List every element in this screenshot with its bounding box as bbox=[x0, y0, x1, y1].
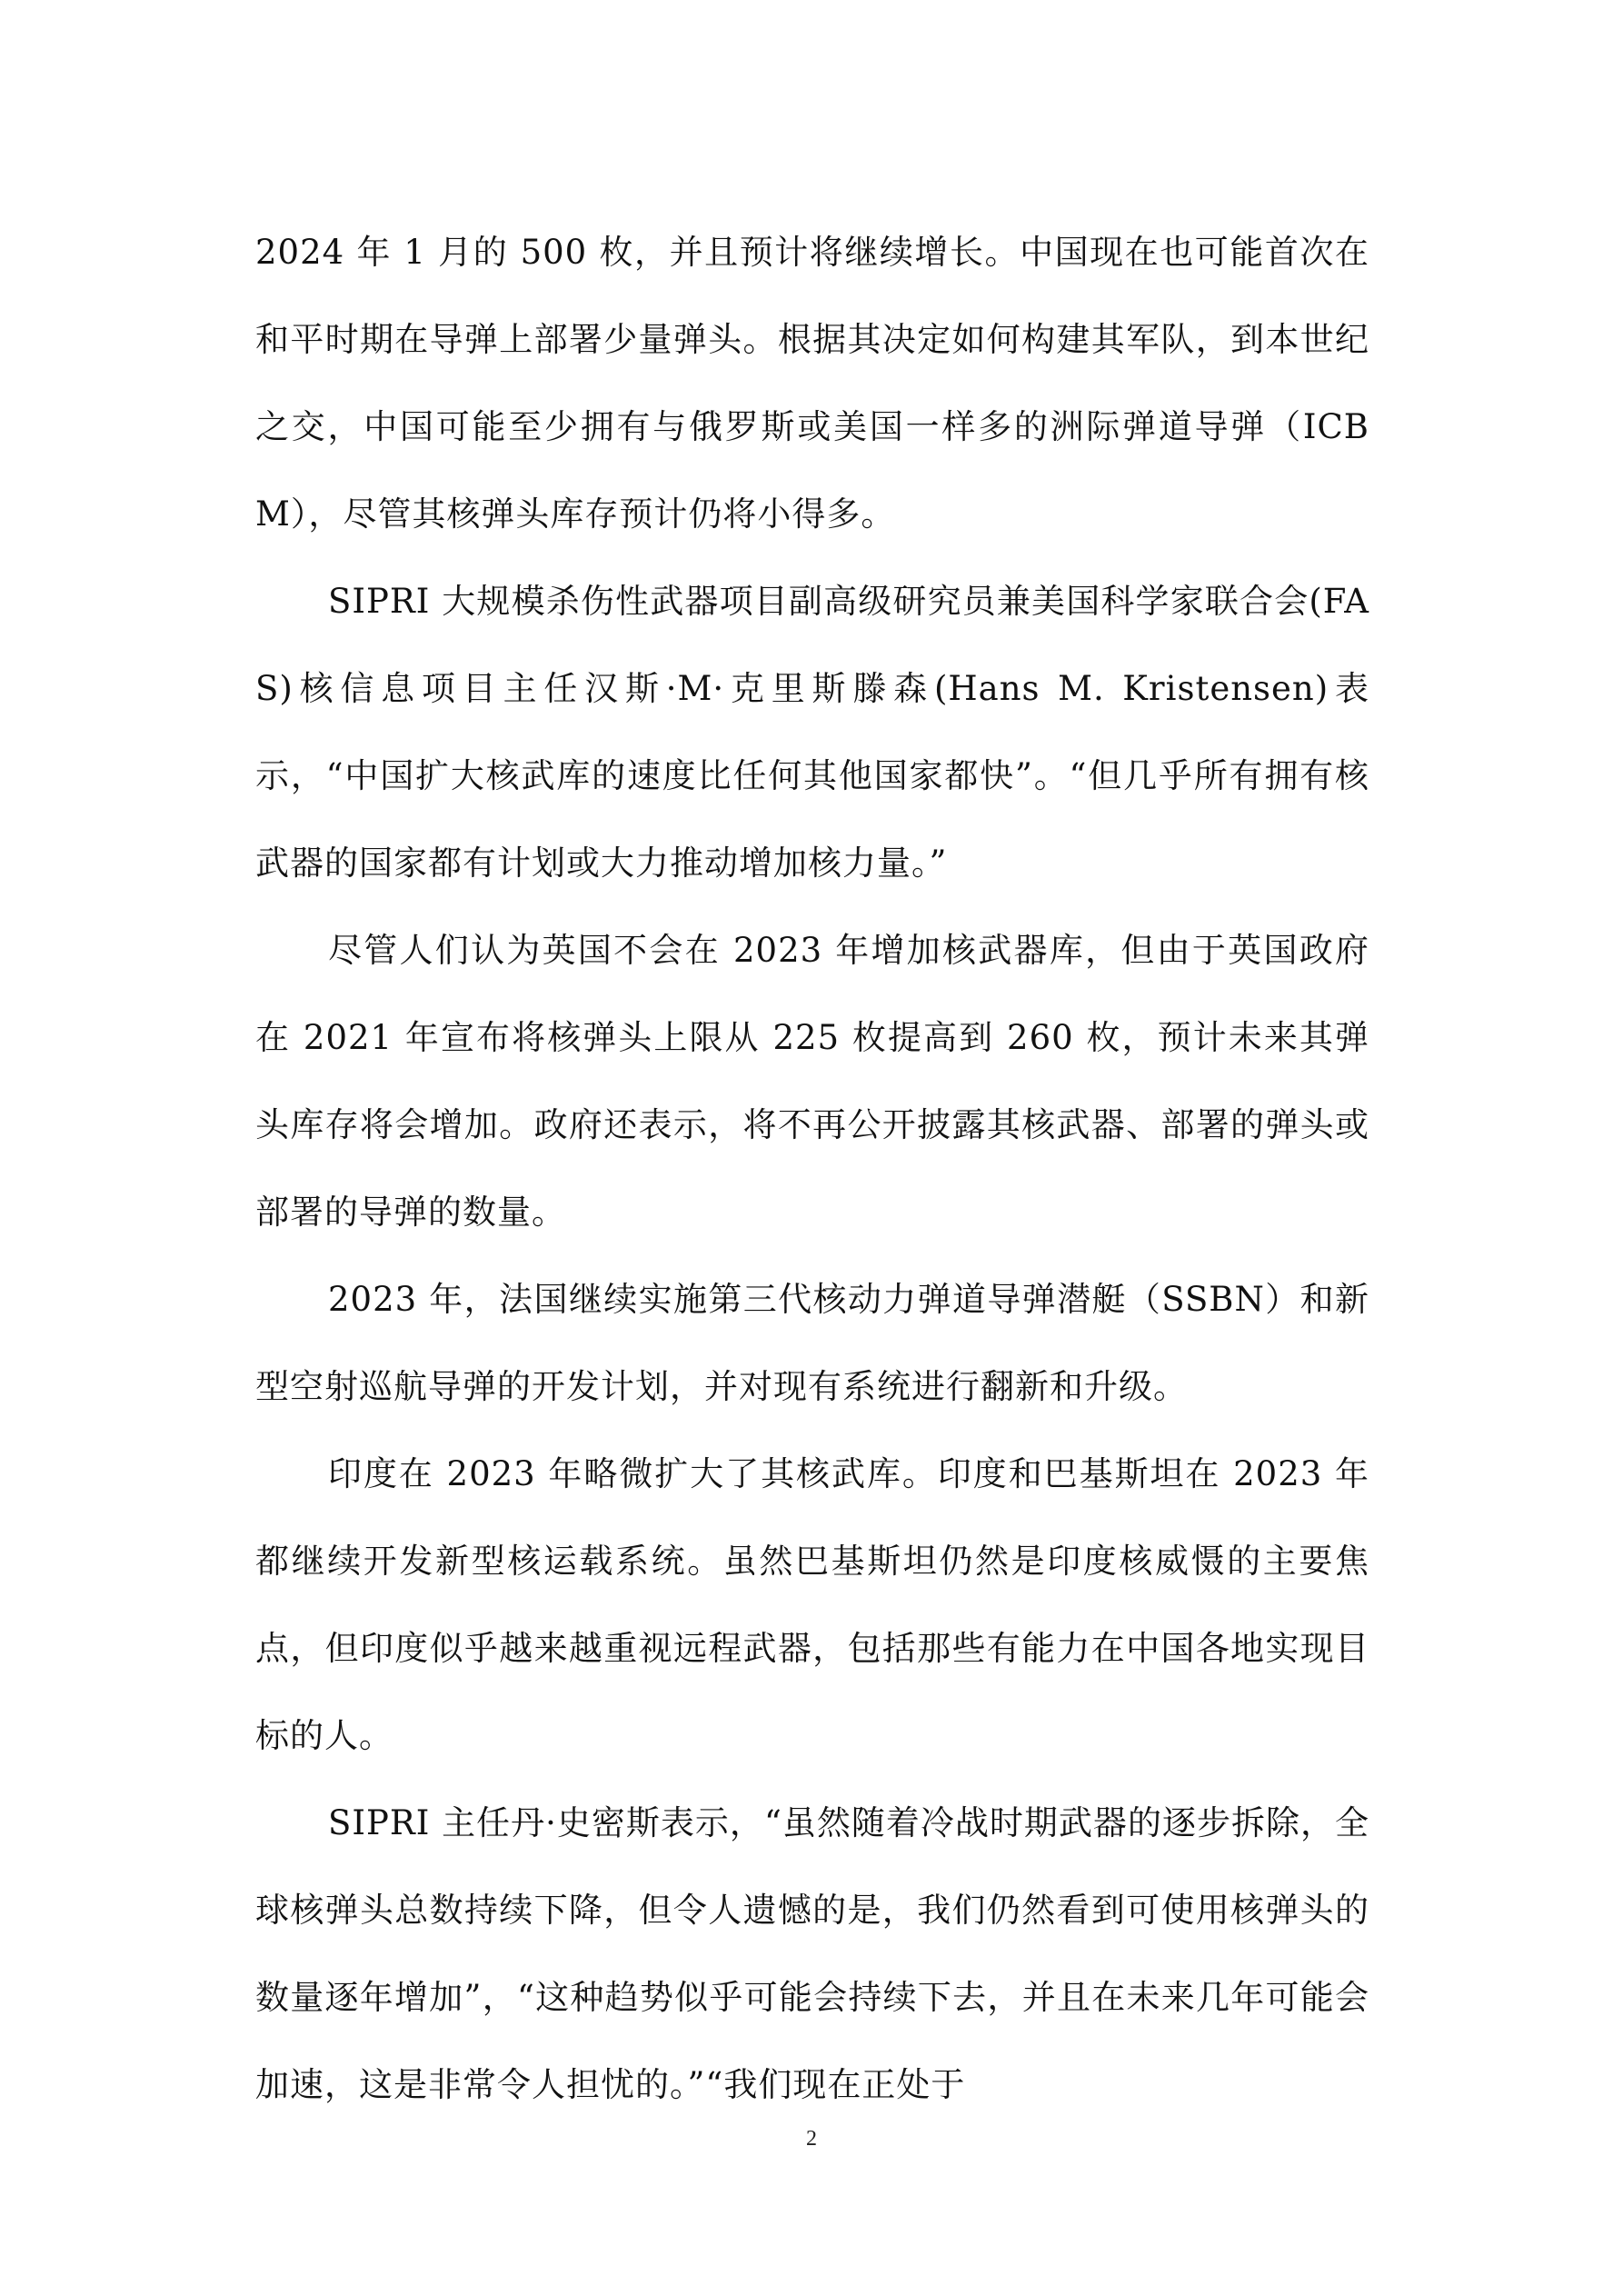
paragraph-3: 尽管人们认为英国不会在 2023 年增加核武器库，但由于英国政府在 2021 年宣布将核弹头上限从 225 枚提高到 260 枚，预计未来其弹头库存将会增加。政府还表示，将不再公开披露其核武器、部署的弹头或部署的导弹的数量。 bbox=[255, 931, 1369, 1232]
page-number: 2 bbox=[806, 2127, 817, 2151]
paragraph-4: 2023 年，法国继续实施第三代核动力弹道导弹潜艇（SSBN）和新型空射巡航导弹的开发计划，并对现有系统进行翻新和升级。 bbox=[255, 1280, 1369, 1406]
paragraph-5: 印度在 2023 年略微扩大了其核武库。印度和巴基斯坦在 2023 年都继续开发新型核运载系统。虽然巴基斯坦仍然是印度核威慑的主要焦点，但印度似乎越来越重视远程武器，包括那些有能力在中国各地实现目标的人。 bbox=[255, 1454, 1369, 1755]
paragraph-6: SIPRI 主任丹·史密斯表示，“虽然随着冷战时期武器的逐步拆除，全球核弹头总数持续下降，但令人遗憾的是，我们仍然看到可使用核弹头的数量逐年增加”，“这种趋势似乎可能会持续下去，并且在未来几年可能会加速，这是非常令人担忧的。”“我们现在正处于 bbox=[255, 1803, 1369, 2104]
paragraph-1: 2024 年 1 月的 500 枚，并且预计将继续增长。中国现在也可能首次在和平时期在导弹上部署少量弹头。根据其决定如何构建其军队，到本世纪之交，中国可能至少拥有与俄罗斯或美国一样多的洲际弹道导弹（ICBM），尽管其核弹头库存预计仍将小得多。 bbox=[255, 233, 1369, 534]
body-text bbox=[255, 209, 1369, 2129]
paragraph-2: SIPRI 大规模杀伤性武器项目副高级研究员兼美国科学家联合会(FAS)核信息项目主任汉斯·M·克里斯滕森(Hans M. Kristensen)表示，“中国扩大核武库的速度比任何其他国家都快”。“但几乎所有拥有核武器的国家都有计划或大力推动增加核力量。” bbox=[255, 582, 1369, 883]
